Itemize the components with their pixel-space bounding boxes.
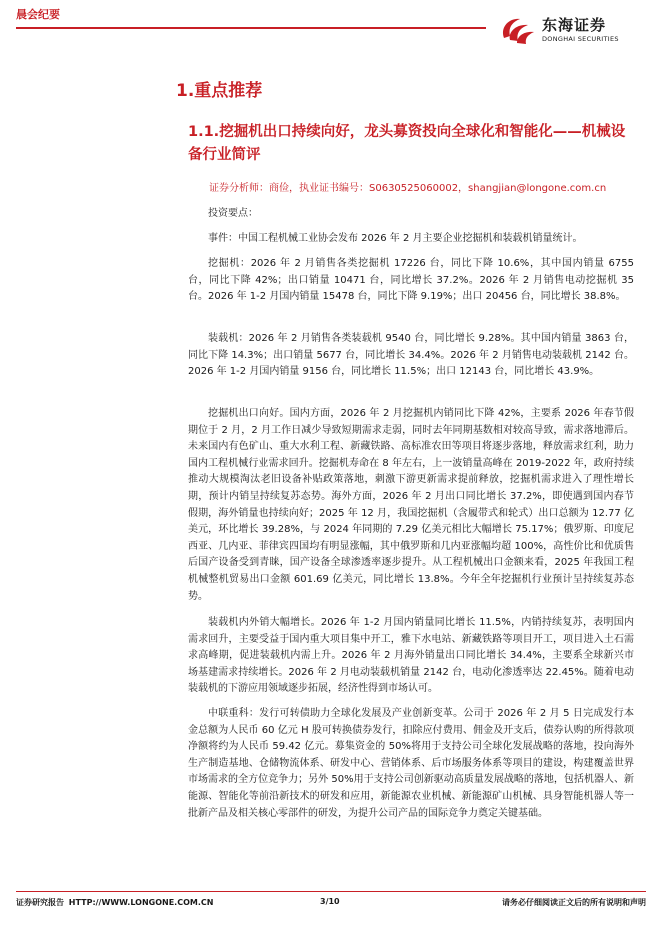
footer-website: 证券研究报告 HTTP://WWW.LONGONE.COM.CN bbox=[16, 898, 214, 907]
footer-divider bbox=[16, 891, 646, 892]
logo-chinese-name: 东海证券 bbox=[542, 16, 607, 34]
analyst-info: 证券分析师：商俭，执业证书编号：S0630525060002，shangjian@longone.com.cn bbox=[209, 183, 607, 194]
paragraph-loader-growth: 装载机内外销大幅增长。2026 年 1-2 月国内销量同比增长 11.5%，内销持续复苏，表明国内需求回升，主要受益于国内重大项目集中开工，雅下水电站、新藏铁路等项目开工，项目进入土石需求高峰期，促进装载机内需上升。2026 年 2 月海外销量出口同比增长 34.4%，主要系全球新兴市场基建需求持续增长。2026 年 2 月电动装载机销量 2142 台，电动化渗透率达 22.45%。随着电动装载机的下游应用领域逐步拓展，经济性得到市场认可。 bbox=[188, 617, 634, 695]
logo-english-name: DONGHAI SECURITIES bbox=[542, 35, 619, 43]
page-number: 3/10 bbox=[320, 897, 340, 906]
report-type-title: 晨会纪要 bbox=[16, 8, 60, 21]
donghai-logo-icon bbox=[498, 14, 536, 48]
paragraph-excavator-export: 挖掘机出口向好。国内方面，2026 年 2 月挖掘机内销同比下降 42%，主要系 2026 年春节假期位于 2 月，2 月工作日减少导致短期需求走弱，同时去年同期基数相对较高导致，需求落地滞后。未来国内有色矿山、重大水利工程、新藏铁路、高标准农田等项目将逐步落地，释放需求红利，助力国内工程机械行业需求回升。挖掘机寿命在 8 年左右，上一波销量高峰在 2019-2022 年，政府持续推动大规模淘汰老旧设备补贴政策落地，刺激下游更新需求提前释放，挖掘机需求进入了理性增长期，预计内销呈持续复苏态势。海外方面，2026 年 2 月出口同比增长 37.2%，即使遇到国内春节假期，海外销量也持续向好；2025 年 12 月，我国挖掘机（含履带式和轮式）出口总额为 12.77 亿美元，环比增长 39.28%，与 2024 年同期的 7.29 亿美元相比大幅增长 75.17%；俄罗斯、印度尼西亚、几内亚、菲律宾四国均有明显涨幅，其中俄罗斯和几内亚涨幅均超 100%，高性价比和优质售后国产设备受到青睐，国产设备全球渗透率逐步提升。从工程机械出口金额来看，2025 年我国工程机械整机贸易出口金额 601.69 亿美元，同比增长 13.8%。今年全年挖掘机行业预计呈持续复苏态势。 bbox=[188, 408, 634, 602]
paragraph-key-points-label: 投资要点： bbox=[208, 208, 258, 219]
company-logo bbox=[498, 14, 648, 48]
paragraph-event: 事件：中国工程机械工业协会发布 2026 年 2 月主要企业挖掘机和装载机销量统计。 bbox=[208, 233, 583, 244]
header-divider bbox=[16, 27, 486, 29]
section-heading: 1.重点推荐 bbox=[176, 81, 263, 101]
paragraph-zoomlion: 中联重科：发行可转债助力全球化发展及产业创新变革。公司于 2026 年 2 月 5 日完成发行本金总额为人民币 60 亿元 H 股可转换债券发行，扣除应付费用、佣金及开支后，债券认购的所得款项净额将约为人民币 59.42 亿元。募集资金的 50%将用于支持公司全球化发展战略的落地，投向海外生产制造基地、仓储物流体系、研发中心、营销体系、后市场服务体系等项目的建设，构建覆盖世界市场需求的全方位竞争力；另外 50%用于支持公司创新驱动高质量发展战略的落地，包括机器人、新能源、智能化等前沿新技术的研发和应用，新能源农业机械、新能源矿山机械、具身智能机器人等一批新产品及相关核心零部件的研发，为提升公司产品的国际竞争力奠定关键基础。 bbox=[188, 708, 634, 819]
section-subheading: 1.1.挖掘机出口持续向好，龙头募资投向全球化和智能化——机械设备行业简评 bbox=[188, 124, 626, 163]
footer-disclaimer: 请务必仔细阅读正文后的所有说明和声明 bbox=[502, 898, 646, 907]
paragraph-loader-data: 装载机：2026 年 2 月销售各类装载机 9540 台，同比增长 9.28%。其中国内销量 3863 台，同比下降 14.3%；出口销量 5677 台，同比增长 34.4%。2026 年 2 月销售电动装载机 2142 台。2026 年 1-2 月国内销量 9156 台，同比增长 11.5%；出口 12143 台，同比增长 43.9%。 bbox=[188, 333, 634, 378]
paragraph-excavator-data: 挖掘机：2026 年 2 月销售各类挖掘机 17226 台，同比下降 10.6%，其中国内销量 6755 台，同比下降 42%；出口销量 10471 台，同比增长 37.2%。2026 年 2 月销售电动挖掘机 35 台。2026 年 1-2 月国内销量 15478 台，同比下降 9.19%；出口 20456 台，同比增长 38.8%。 bbox=[188, 258, 634, 303]
